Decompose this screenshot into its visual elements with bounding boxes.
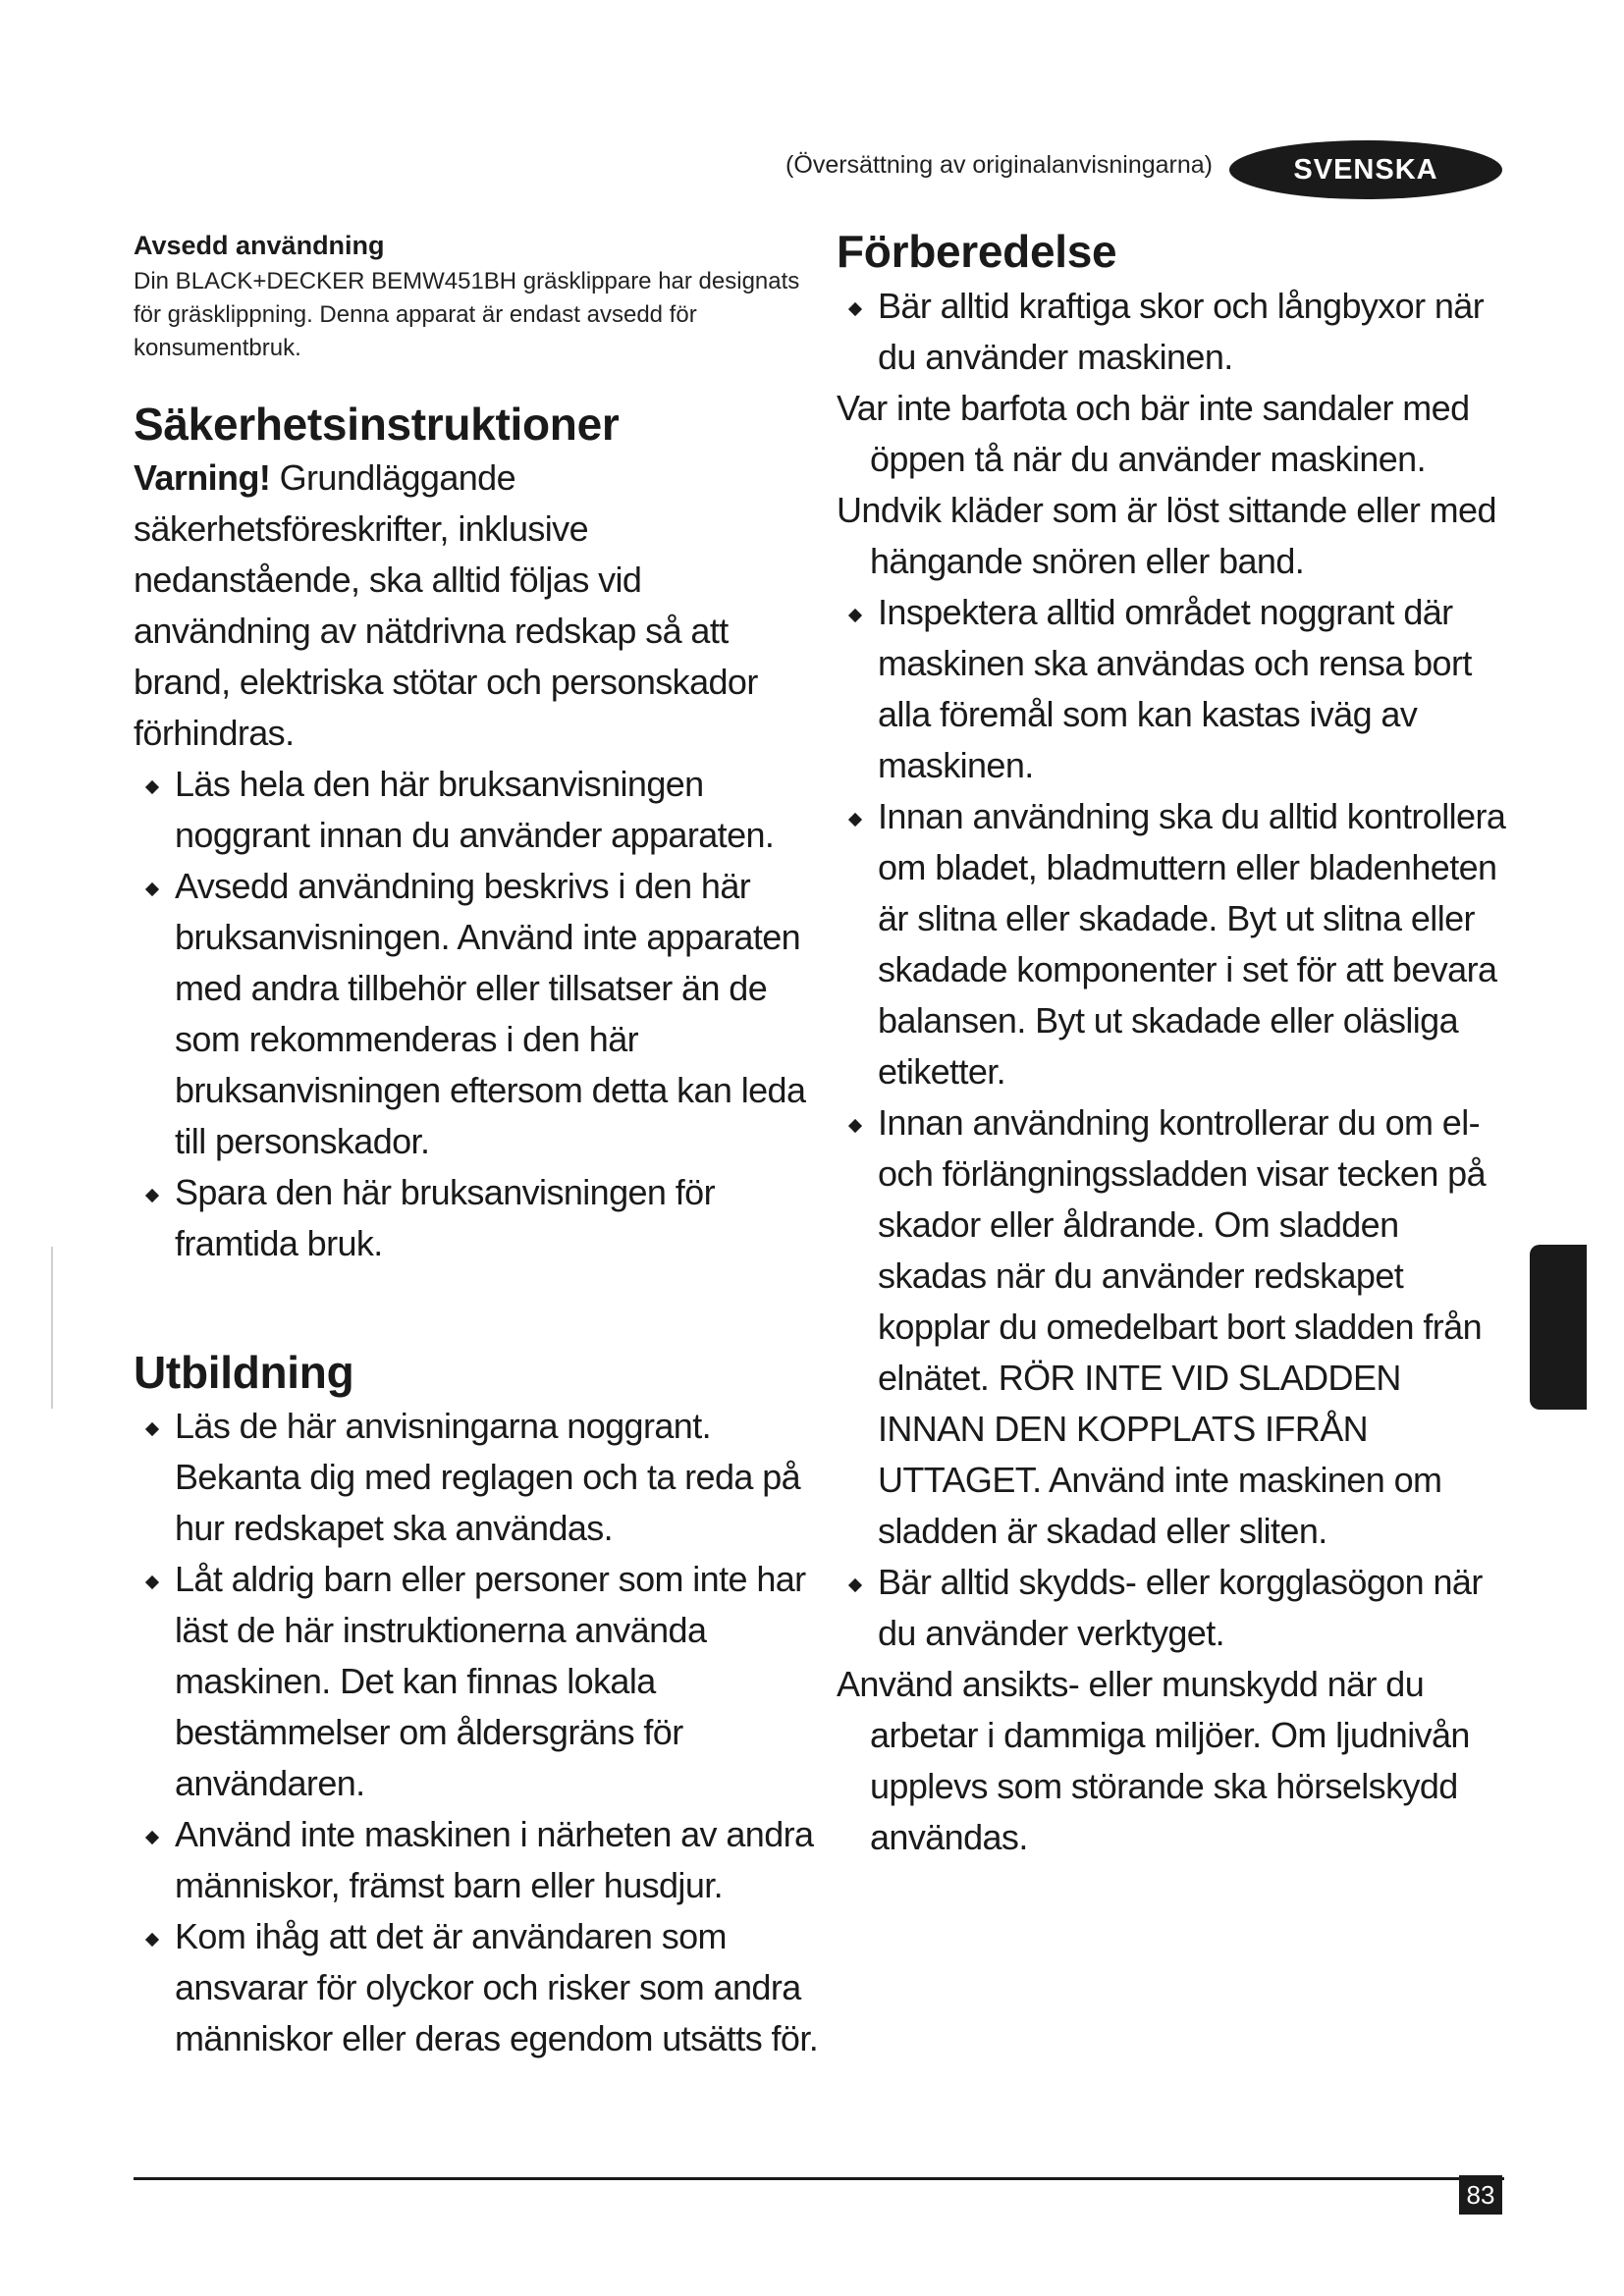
translation-note: (Översättning av originalanvisningarna) [785, 151, 1213, 179]
list-item: Bär alltid kraftiga skor och långbyxor när du använder maskinen. [837, 281, 1514, 383]
bullet-icon [145, 1831, 159, 1844]
list-item: Spara den här bruksanvisningen för framtida bruk. [134, 1167, 821, 1269]
bullet-icon [848, 1119, 862, 1133]
bullet-icon [145, 1189, 159, 1202]
list-item: Använd inte maskinen i närheten av andra människor, främst barn eller husdjur. [134, 1809, 821, 1911]
bullet-icon [848, 813, 862, 827]
bullet-icon [145, 882, 159, 896]
bullet-icon [848, 609, 862, 622]
list-item: Undvik kläder som är löst sittande eller med hängande snören eller band. [837, 490, 1496, 581]
page-number: 83 [1459, 2175, 1502, 2215]
list-item: Inspektera alltid området noggrant där maskinen ska användas och rensa bort alla föremål som kan kastas iväg av maskinen. [837, 587, 1514, 791]
list-item: Innan användning kontrollerar du om el- och förlängningssladden visar tecken på skador eller åldrande. Om sladden skadas när du använder redskapet kopplar du omedelbart bort sladden från elnätet. RÖR INTE VID SLADDEN INNAN DEN KOPPLATS IFRÅN UTTAGET. Använd inte maskinen om sladden är skadad eller sliten. [837, 1097, 1514, 1557]
training-heading-text: Utbildning [134, 1347, 354, 1398]
bullet-icon [145, 780, 159, 794]
training-list [134, 1401, 821, 2064]
warning-label: Varning! [134, 457, 271, 498]
safety-heading [134, 397, 619, 452]
intended-use-heading: Avsedd användning [134, 231, 385, 260]
intended-use-body: Din BLACK+DECKER BEMW451BH gräsklippare har designats för gräsklippning. Denna apparat är endast avsedd för konsumentbruk. [134, 268, 800, 361]
preparation-heading [837, 224, 1116, 279]
list-item: Använd ansikts- eller munskydd när du arbetar i dammiga miljöer. Om ljudnivån upplevs som störande ska hörselskydd användas. [837, 1664, 1470, 1857]
warning-text: Grundläggande säkerhetsföreskrifter, inklusive nedanstående, ska alltid följas vid användning av nätdrivna redskap så att brand, elektriska stötar och personskador förhindras. [134, 457, 758, 753]
list-item: Innan användning ska du alltid kontrollera om bladet, bladmuttern eller bladenheten är slitna eller skadade. Byt ut slitna eller skadade komponenter i set för att bevara balansen. Byt ut skadade eller oläsliga etiketter. [837, 791, 1514, 1097]
preparation-heading-text: Förberedelse [837, 226, 1117, 277]
bullet-icon [848, 302, 862, 316]
footer-rule [134, 2177, 1504, 2180]
list-item: Var inte barfota och bär inte sandaler med öppen tå när du använder maskinen. [837, 388, 1470, 479]
preparation-list [837, 281, 1514, 1863]
bullet-icon [145, 1575, 159, 1589]
list-item: Bär alltid skydds- eller korgglasögon när du använder verktyget. [837, 1557, 1514, 1659]
safety-warning [134, 453, 821, 759]
list-item: Avsedd användning beskrivs i den här bruksanvisningen. Använd inte apparaten med andra tillbehör eller tillsatser än de som rekommenderas i den här bruksanvisningen eftersom detta kan leda till personskador. [134, 861, 821, 1167]
bullet-icon [145, 1422, 159, 1436]
bullet-icon [848, 1578, 862, 1592]
language-badge: SVENSKA [1229, 140, 1502, 199]
list-item: Läs hela den här bruksanvisningen noggrant innan du använder apparaten. [134, 759, 821, 861]
safety-list [134, 759, 821, 1269]
list-item: Låt aldrig barn eller personer som inte har läst de här instruktionerna använda maskinen. Det kan finnas lokala bestämmelser om åldersgräns för användaren. [134, 1554, 821, 1809]
safety-heading-text: Säkerhetsinstruktioner [134, 399, 620, 450]
bullet-icon [145, 1933, 159, 1947]
list-item: Läs de här anvisningarna noggrant. Bekanta dig med reglagen och ta reda på hur redskapet ska användas. [134, 1401, 821, 1554]
training-heading [134, 1345, 353, 1400]
list-item: Kom ihåg att det är användaren som ansvarar för olyckor och risker som andra människor eller deras egendom utsätts för. [134, 1911, 821, 2064]
margin-line [51, 1247, 53, 1409]
section-tab [1530, 1245, 1587, 1410]
